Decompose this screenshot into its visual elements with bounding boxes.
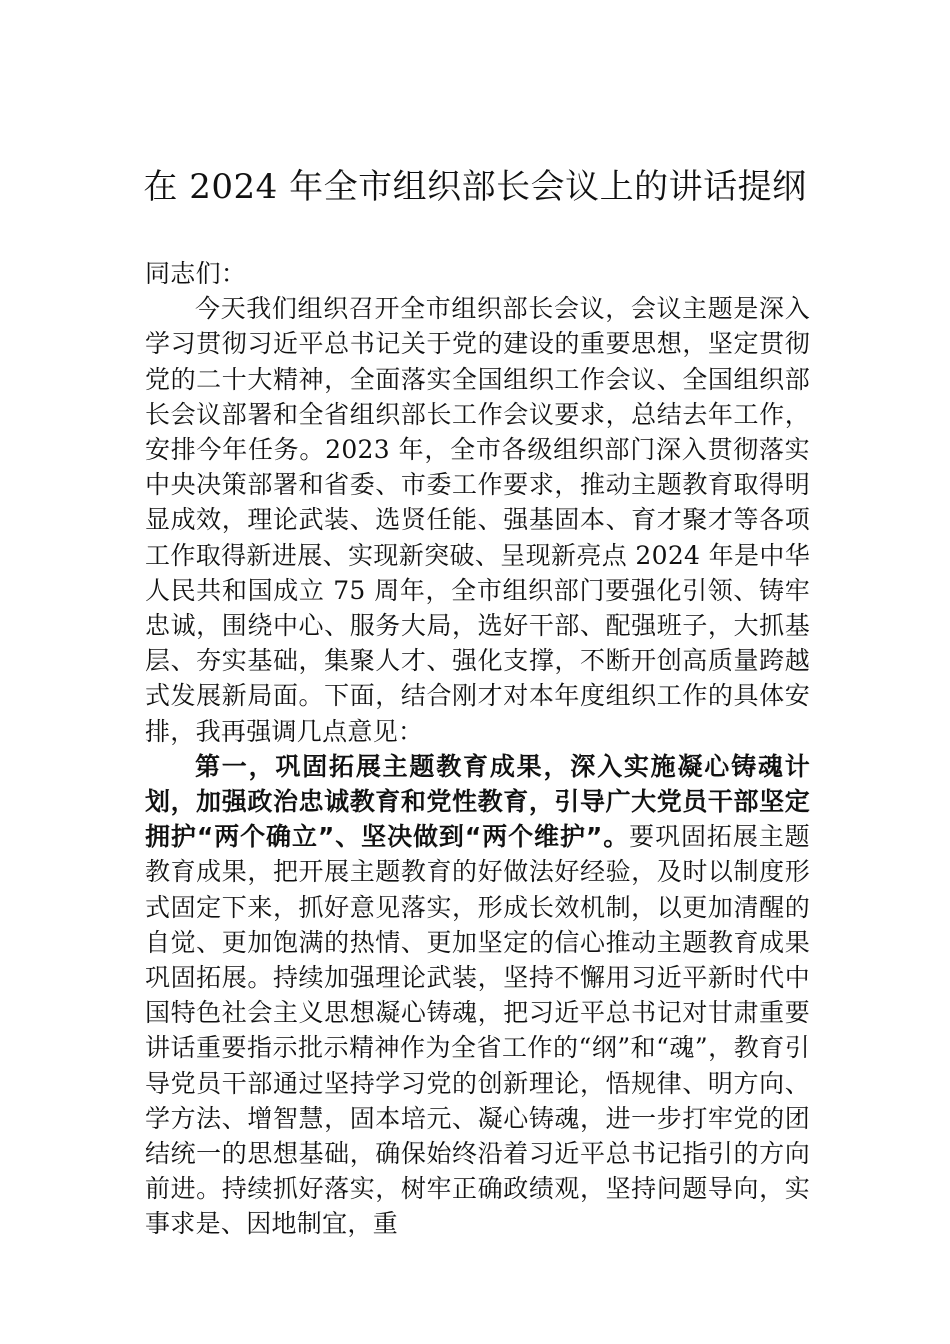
paragraph-intro: 今天我们组织召开全市组织部长会议，会议主题是深入学习贯彻习近平总书记关于党的建设的重要思想，坚定贯彻党的二十大精神，全面落实全国组织工作会议、全国组织部长会议部署和全省组织部长工作会议要求，总结去年工作，安排今年任务。2023 年，全市各级组织部门深入贯彻落实中央决策部署和省委、市委工作要求，推动主题教育取得明显成效，理论武装、选贤任能、强基固本、育才聚才等各项工作取得新进展、实现新突破、呈现新亮点 2024 年是中华人民共和国成立 75 周年，全市组织部门要强化引领、铸牢忠诚，围绕中心、服务大局，选好干部、配强班子，大抓基层、夯实基础，集聚人才、强化支撑，不断开创高质量跨越式发展新局面。下面，结合刚才对本年度组织工作的具体安排，我再强调几点意见： <box>145 294 810 746</box>
first-point-text: 要巩固拓展主题教育成果，把开展主题教育的好做法好经验，及时以制度形式固定下来，抓好意见落实，形成长效机制，以更加清醒的自觉、更加饱满的热情、更加坚定的信心推动主题教育成果巩固拓展。持续加强理论武装，坚持不懈用习近平新时代中国特色社会主义思想凝心铸魂，把习近平总书记对甘肃重要讲话重要指示批示精神作为全省工作的“纲”和“魂”，教育引导党员干部通过坚持学习党的创新理论，悟规律、明方向、学方法、增智慧，固本培元、凝心铸魂，进一步打牢党的团结统一的思想基础，确保始终沿着习近平总书记指引的方向前进。持续抓好落实，树牢正确政绩观，坚持问题导向，实事求是、因地制宜，重 <box>145 822 810 1239</box>
first-point-heading: 第一，巩固拓展主题教育成果，深入实施凝心铸魂计划，加强政治忠诚教育和党性教育，引导广大党员干部坚定拥护“两个确立”、坚决做到“两个维护”。 <box>145 751 810 852</box>
document-body <box>145 256 810 1242</box>
salutation: 同志们： <box>145 259 247 288</box>
paragraph-first-point <box>145 749 810 1242</box>
document-title: 在 2024 年全市组织部长会议上的讲话提纲 <box>143 167 807 207</box>
